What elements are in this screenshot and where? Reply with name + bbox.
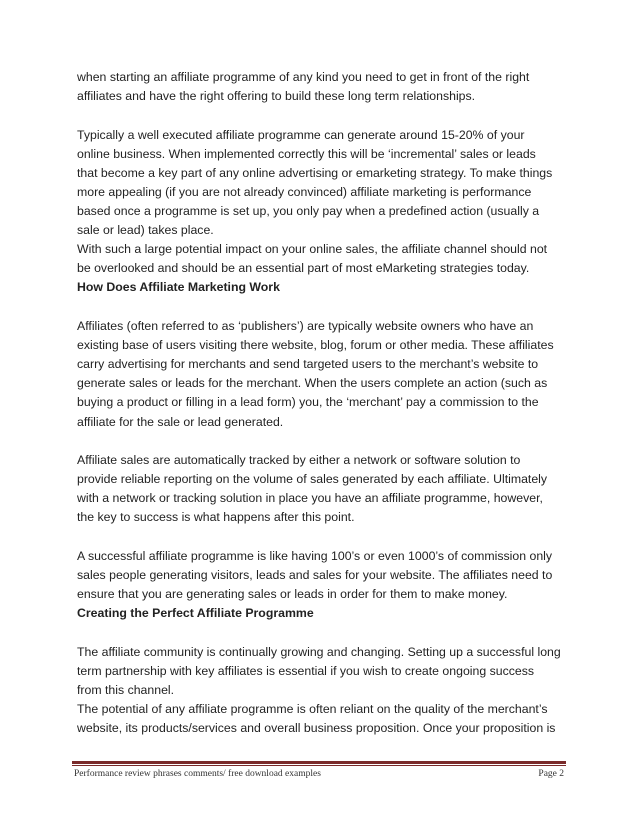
body-line: ensure that you are generating sales or leads in order for them to make money. bbox=[77, 587, 508, 602]
document-body bbox=[77, 68, 567, 738]
body-line: based once a programme is set up, you only pay when a predefined action (usually a bbox=[77, 204, 540, 219]
body-line: existing base of users visiting there website, blog, forum or other media. These affiliates bbox=[77, 338, 554, 353]
body-line: carry advertising for merchants and send targeted users to the merchant’s website to bbox=[77, 357, 539, 372]
body-line: generate sales or leads for the merchant. When the users complete an action (such as bbox=[77, 376, 548, 391]
body-line: more appealing (if you are not already convinced) affiliate marketing is performance bbox=[77, 184, 532, 199]
footer-rule-thin bbox=[72, 765, 566, 766]
body-line: that become a key part of any online advertising or emarketing strategy. To make things bbox=[77, 165, 553, 180]
page-number: Page 2 bbox=[538, 769, 564, 779]
body-line: The affiliate community is continually growing and changing. Setting up a successful long bbox=[77, 644, 561, 659]
footer-title: Performance review phrases comments/ free download examples bbox=[74, 769, 321, 779]
body-line: sales people generating visitors, leads and sales for your website. The affiliates need to bbox=[77, 568, 553, 583]
body-line: term partnership with key affiliates is essential if you wish to create ongoing success bbox=[77, 663, 535, 678]
page-footer bbox=[72, 761, 566, 791]
body-line: provide reliable reporting on the volume of sales generated by each affiliate. Ultimately bbox=[77, 472, 548, 487]
body-line: from this channel. bbox=[77, 683, 175, 698]
body-line: the key to success is what happens after this point. bbox=[77, 510, 355, 525]
body-line: sale or lead) takes place. bbox=[77, 223, 214, 238]
body-line: A successful affiliate programme is like having 100’s or even 1000’s of commission only bbox=[77, 548, 553, 563]
body-line: with a network or tracking solution in place you have an affiliate programme, however, bbox=[77, 491, 543, 506]
body-line: affiliate for the sale or lead generated. bbox=[77, 414, 284, 429]
footer-rule bbox=[72, 761, 566, 764]
body-line: when starting an affiliate programme of any kind you need to get in front of the right bbox=[77, 70, 530, 84]
body-line: affiliates and have the right offering to build these long term relationships. bbox=[77, 89, 476, 104]
body-line: Affiliate sales are automatically tracked by either a network or software solution to bbox=[77, 453, 521, 468]
body-line: The potential of any affiliate programme is often reliant on the quality of the merchant’s bbox=[77, 702, 548, 717]
body-line: website, its products/services and overall business proposition. Once your proposition is bbox=[77, 721, 556, 736]
body-line: be overlooked and should be an essential part of most eMarketing strategies today. bbox=[77, 261, 530, 276]
body-line: buying a product or filling in a lead form) you, the ‘merchant’ pay a commission to the bbox=[77, 395, 539, 410]
body-line: Affiliates (often referred to as ‘publishers’) are typically website owners who have an bbox=[77, 319, 534, 334]
section-heading: How Does Affiliate Marketing Work bbox=[77, 280, 280, 295]
section-heading: Creating the Perfect Affiliate Programme bbox=[77, 606, 314, 621]
body-line: With such a large potential impact on your online sales, the affiliate channel should not bbox=[77, 242, 548, 257]
body-line: online business. When implemented correctly this will be ‘incremental’ sales or leads bbox=[77, 146, 536, 161]
body-line: Typically a well executed affiliate programme can generate around 15-20% of your bbox=[77, 127, 525, 142]
